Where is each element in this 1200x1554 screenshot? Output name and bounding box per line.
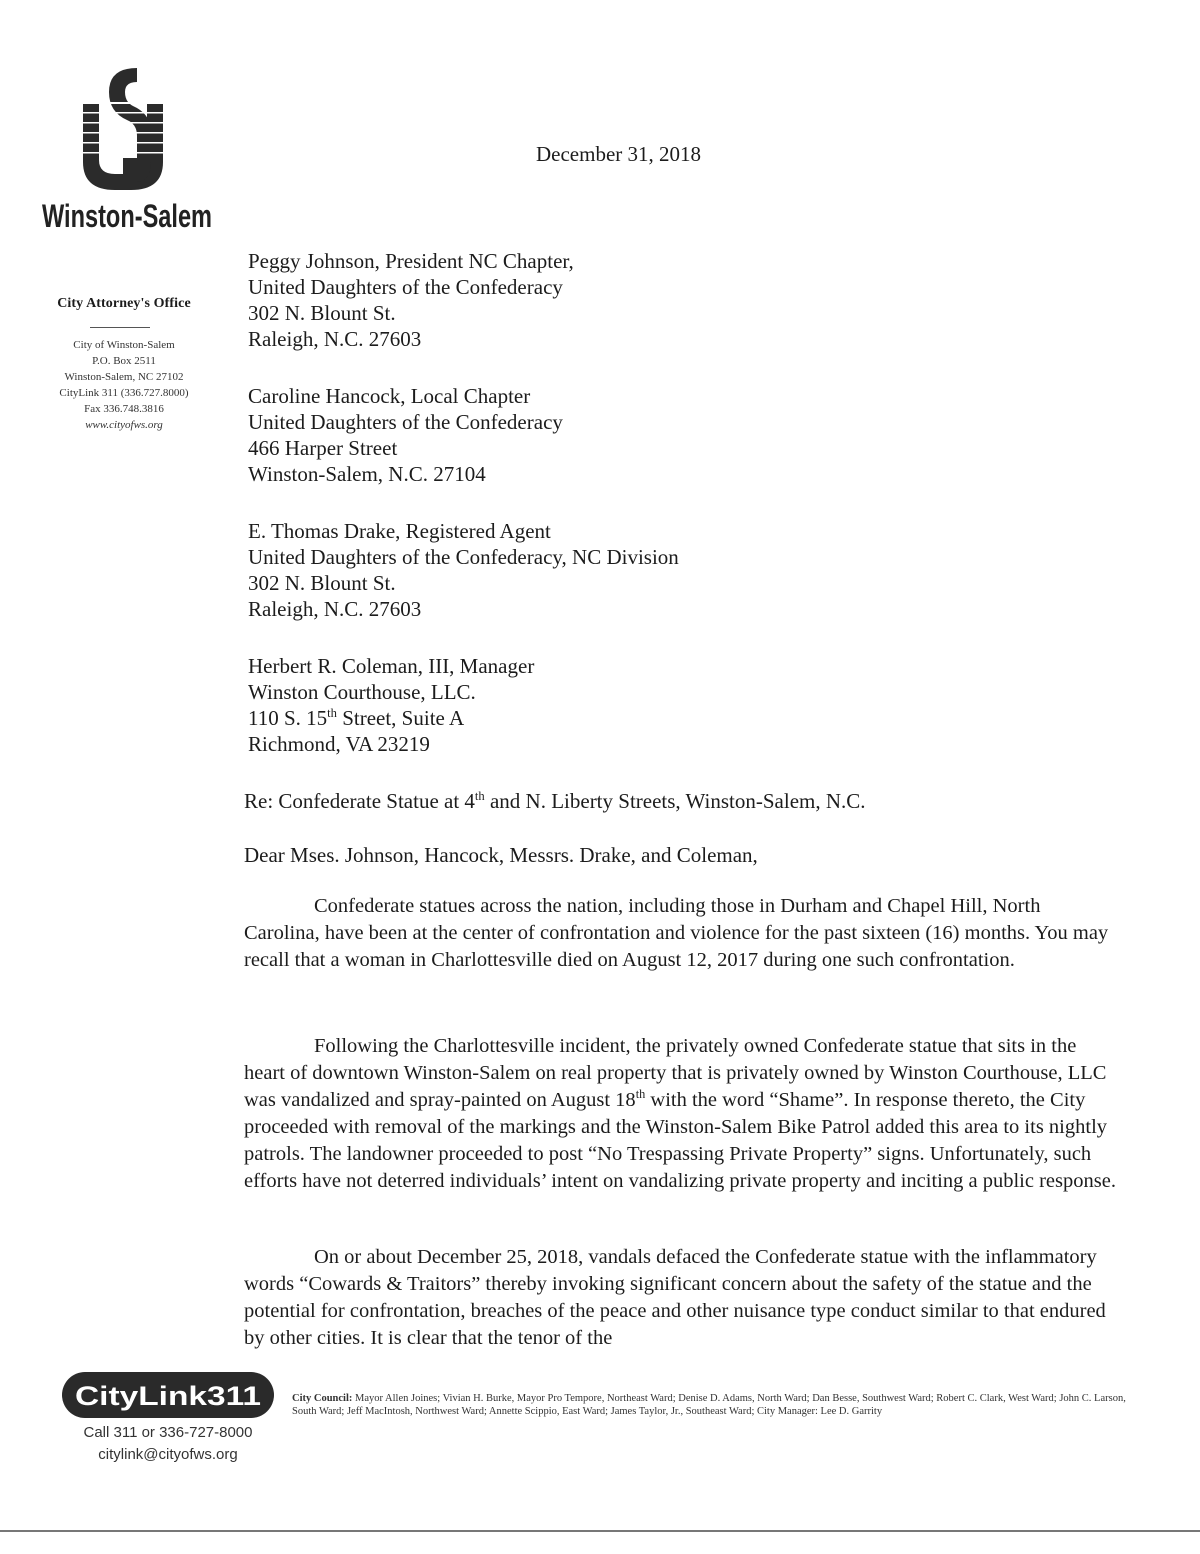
contact-website: www.cityofws.org <box>85 419 163 431</box>
office-contact-block <box>20 337 228 433</box>
citylink-call-text: Call 311 or 336-727-8000 <box>83 1424 253 1441</box>
office-title: City Attorney's Office <box>57 296 191 311</box>
svg-text:Winston-Salem: Winston-Salem <box>42 198 212 234</box>
recipient-address-3: E. Thomas Drake, Registered Agent United Daughters of the Confederacy, NC Division 302 N. Blount St. Raleigh, N.C. 27603 <box>248 519 679 621</box>
city-council-list: City Council: Mayor Allen Joines; Vivian H. Burke, Mayor Pro Tempore, Northeast Ward; Denise D. Adams, North Ward; Dan Besse, Southwest Ward; Robert C. Clark, West Ward; John C. Larson, South Ward; Jeff MacIntosh, Northwest Ward; Annette Scippio, East Ward; James Taylor, Jr., Southeast Ward; City Manager: Lee D. Garrity <box>292 1393 1126 1417</box>
office-divider <box>90 327 150 328</box>
body-paragraph-1: Confederate statues across the nation, including those in Durham and Chapel Hill, North Carolina, have been at the center of confrontation and violence for the past sixteen (16) months. You may recall that a woman in Charlottesville died on August 12, 2017 during one such confrontation. <box>244 895 1109 971</box>
winston-salem-logo-icon <box>75 62 171 198</box>
letter-date: December 31, 2018 <box>536 142 702 166</box>
citylink-email[interactable]: citylink@cityofws.org <box>98 1446 238 1463</box>
body-paragraph-3: On or about December 25, 2018, vandals defaced the Confederate statue with the inflammatory words “Cowards & Traitors” thereby invoking significant concern about the safety of the statue and the potential for confrontation, breaches of the peace and other nuisance type conduct similar to that endured by other cities. It is clear that the tenor of the <box>244 1246 1106 1349</box>
svg-text:CityLink311: CityLink311 <box>75 1381 261 1411</box>
contact-fax: Fax 336.748.3816 <box>84 403 164 415</box>
recipient-address-4: Herbert R. Coleman, III, Manager Winston Courthouse, LLC. 110 S. 15th Street, Suite A Richmond, VA 23219 <box>248 654 535 756</box>
citylink311-logo <box>62 1372 274 1418</box>
contact-city-zip: Winston-Salem, NC 27102 <box>64 371 184 383</box>
winston-salem-wordmark <box>40 193 215 235</box>
salutation: Dear Mses. Johnson, Hancock, Messrs. Drake, and Coleman, <box>244 843 758 867</box>
body-paragraph-2: Following the Charlottesville incident, the privately owned Confederate statue that sits in the heart of downtown Winston-Salem on real property that is privately owned by Winston Courthouse, LLC was vandalized and spray-painted on August 18th with the word “Shame”. In response thereto, the City proceeded with removal of the markings and the Winston-Salem Bike Patrol added this area to its nightly patrols. The landowner proceeded to post “No Trespassing Private Property” signs. Unfortunately, such efforts have not deterred individuals’ intent on vandalizing private property and inciting a public response. <box>244 1035 1116 1192</box>
contact-city: City of Winston-Salem <box>73 339 175 351</box>
recipient-address-2: Caroline Hancock, Local Chapter United Daughters of the Confederacy 466 Harper Street Winston-Salem, N.C. 27104 <box>248 384 563 486</box>
page-bottom-rule <box>0 1530 1200 1532</box>
contact-citylink: CityLink 311 (336.727.8000) <box>59 387 189 399</box>
recipient-address-1: Peggy Johnson, President NC Chapter, United Daughters of the Confederacy 302 N. Blount St. Raleigh, N.C. 27603 <box>248 249 574 351</box>
re-subject-line: Re: Confederate Statue at 4th and N. Liberty Streets, Winston-Salem, N.C. <box>244 789 866 813</box>
contact-po-box: P.O. Box 2511 <box>92 355 156 367</box>
